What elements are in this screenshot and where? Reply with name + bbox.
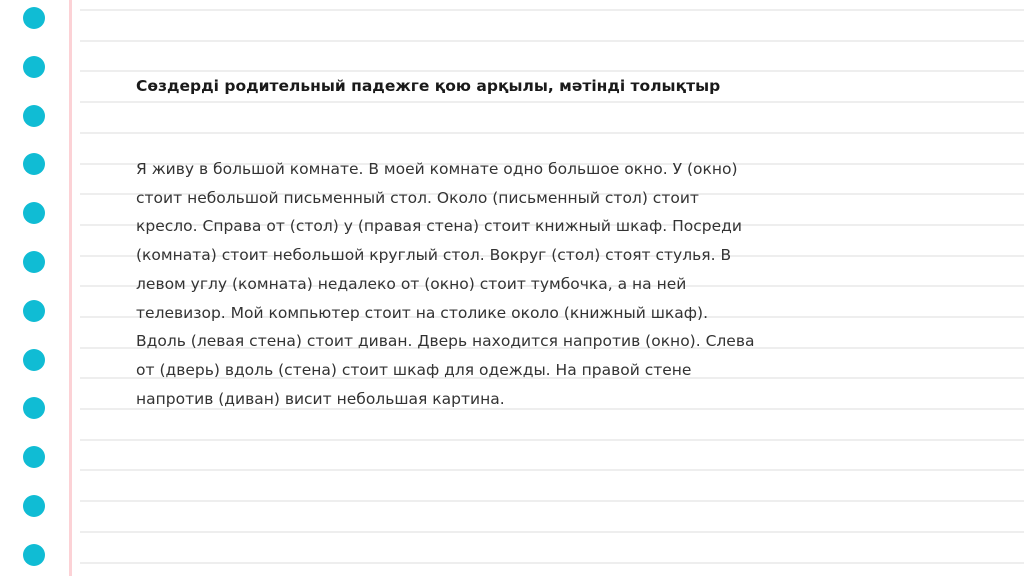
binder-hole-icon: [23, 56, 45, 78]
binder-hole-icon: [23, 397, 45, 419]
text-line: кресло. Справа от (стол) у (правая стена) стоит книжный шкаф. Посреди: [136, 217, 742, 236]
rule-line: [80, 132, 1024, 134]
text-line: Вдоль (левая стена) стоит диван. Дверь находится напротив (окно). Слева: [136, 332, 755, 351]
margin-line: [69, 0, 72, 576]
binder-hole-icon: [23, 251, 45, 273]
binder-hole-icon: [23, 7, 45, 29]
rule-line: [80, 500, 1024, 502]
binder-hole-icon: [23, 495, 45, 517]
text-line: стоит небольшой письменный стол. Около (письменный стол) стоит: [136, 188, 699, 207]
text-line: Я живу в большой комнате. В моей комнате одно большое окно. У (окно): [136, 160, 738, 178]
rule-line: [80, 469, 1024, 471]
text-line: напротив (диван) висит небольшая картина.: [136, 389, 505, 408]
text-line: телевизор. Мой компьютер стоит на столике около (книжный шкаф).: [136, 303, 709, 322]
binder-hole-icon: [23, 300, 45, 322]
binder-holes: [23, 7, 47, 576]
binder-hole-icon: [23, 105, 45, 127]
rule-line: [80, 101, 1024, 103]
binder-hole-icon: [23, 446, 45, 468]
rule-line: [80, 439, 1024, 441]
rule-line: [80, 70, 1024, 72]
page-title: Сөздерді родительный падежге қою арқылы, мәтінді толықтыр: [136, 77, 721, 95]
binder-hole-icon: [23, 202, 45, 224]
rule-line: [80, 9, 1024, 11]
rule-line: [80, 531, 1024, 533]
rule-line: [80, 562, 1024, 564]
rule-line: [80, 40, 1024, 42]
text-line: левом углу (комната) недалеко от (окно) стоит тумбочка, а на ней: [136, 274, 687, 293]
binder-hole-icon: [23, 544, 45, 566]
text-line: (комната) стоит небольшой круглый стол. Вокруг (стол) стоят стулья. В: [136, 246, 732, 265]
exercise-text: [136, 155, 826, 413]
text-line: от (дверь) вдоль (стена) стоит шкаф для одежды. На правой стене: [136, 360, 692, 379]
binder-hole-icon: [23, 349, 45, 371]
binder-hole-icon: [23, 153, 45, 175]
